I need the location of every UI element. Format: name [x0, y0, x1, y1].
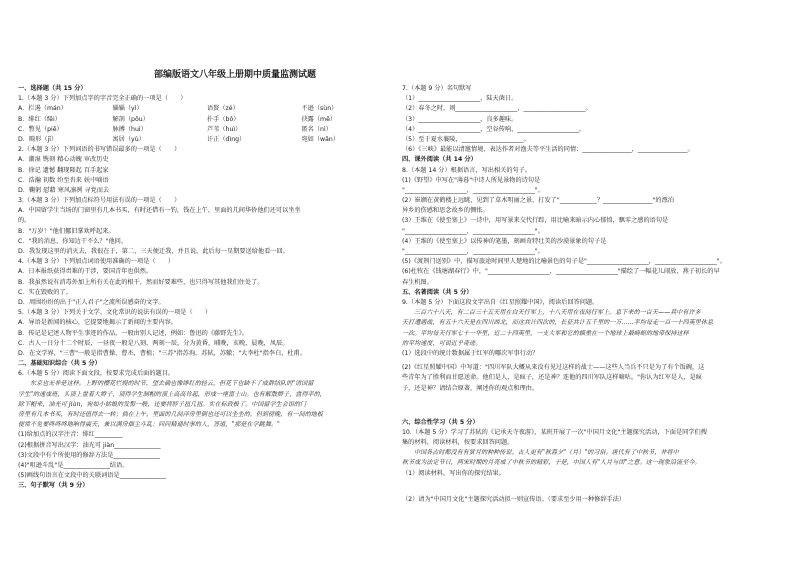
question-line: D．在文学界，"三曹"一般是指曹操，曹丕，曹植；"三苏"指苏洵，苏轼，苏辙；"大李杜"指李白，杜甫。 [18, 349, 306, 357]
question-line: （5）至于夏水襄陵，____________________。 [402, 135, 530, 143]
question-line: (5)《渡荆门送别》中，描写旅途时间里人楚地的比喻景色的句子是"____________________，____________________"。 [402, 258, 726, 266]
left-column [18, 84, 396, 492]
passage-text: 一次。平均每天行军七十一华里，近二十四英里，一支大军和它的辎重在一个地球上最崎岖的地带保持这样 [402, 329, 689, 337]
question-line: 异乡的伤感和思念故乡的惆怅。 [402, 207, 489, 215]
question-line: A．日本报纸获得责难的干涉，要国青年也供然。 [18, 268, 153, 276]
right-column [402, 84, 780, 505]
question-line: "____________________，____________________"。 [402, 186, 544, 194]
answer-space [402, 487, 780, 495]
passage-text: 学生"的速成班，头顶上盘着大辫子，顶得学生制帽的顶上高高耸起，形成一座富士山。也有解散辫子，盘得平的， [18, 390, 326, 398]
question-line: C．实在毁败的了。 [18, 288, 72, 296]
question-line: (4)"咀逊斗乱"是_______________结语。 [18, 462, 129, 470]
question-line: 8.（本题 14 分）根据语言，写出相关的句子。 [402, 166, 532, 174]
option-item: 宛如（wǎn） [301, 135, 340, 143]
question-line: (1)《野望》中写在"薄暮"中诗人所见景物的诗句是 [402, 176, 541, 184]
section-heading: 三、句子默写（共 9 分） [18, 482, 89, 490]
question-line: 1.（本题 3 分）下列加点字的字音完全正确的一项是（ ） [18, 95, 187, 103]
question-line: C．浩瀚 初数 纷至沓来 妖中嘀语 [18, 176, 109, 184]
option-item: 解剖（pōu） [112, 115, 149, 123]
option-item: 扑手（bō） [207, 115, 240, 123]
answer-space [402, 410, 780, 418]
question-line: （6）《三峡》最能以清邀情境，表达作者对渔夫等平生活的同情：________________，________________。 [402, 146, 694, 154]
option-item: B．绯红（fēi） [18, 115, 61, 123]
option-row [18, 115, 396, 125]
question-line: （1）阅读材料，写出你的探究结果。 [402, 469, 505, 477]
question-line: B．徐记 遗憾 翻现隆起 百手起家 [18, 166, 109, 174]
section-heading: 四、课外阅读（共 14 分） [402, 156, 477, 164]
question-line: C．"我的消息，你知边干不么？"他问。 [18, 237, 128, 245]
answer-space [402, 394, 780, 402]
question-line: 子，还是神？请结合原著，阐述你的观点和理由。 [402, 384, 539, 392]
option-item: 寓居（yù） [112, 135, 145, 143]
passage-text: 中国各古时都没有有赏月的种种传说。古人更有"秋暮夕"（月）"的习俗。唐代有了中秋节，并将中 [414, 449, 679, 457]
question-line: (3)文段中有个所使用的修辞方法是_______________ [18, 451, 160, 459]
option-row [18, 135, 396, 145]
option-item: 辎辎（yì） [112, 105, 143, 113]
option-item: 芦苇（huì） [207, 125, 242, 133]
question-line: 7.（本题 9 分）名句默写 [402, 85, 472, 92]
passage-text: 除下帽来，油光可 jiàn，宛如小姑娘的发髻一般，还要将脖子扭几扭。实在标致极了。中国留学生会馆的门 [18, 400, 307, 408]
question-line: 10.（本题 5 分）学习了苏轼的《记承天寺夜游》，某班开展了一次"中国月文化"主题探究活动，下面是同学们搜 [402, 428, 707, 436]
question-line: C．古人一日分十二个时辰，一昼夜一般是八刻，两刻一辰，分为黄昏，晡晚，亥晚，晨晚，凤辰。 [18, 339, 289, 347]
question-line: 6.（本题 5 分）阅读下面文段，按要求完成后面的题目。 [18, 370, 175, 378]
question-line: （3）____________________，良多趣味。 [402, 115, 518, 123]
question-line: （2）请为"中国月文化"主题探究活动拟一则宣传语。（要求至少用一种修辞手法） [402, 495, 626, 503]
passage-text: 东京也无非是这样。上野的樱花烂熳的时节，望去确也像绯红的轻云，但花下也缺不了成群结队的"清国留 [30, 380, 314, 388]
question-line: (2)《红星照耀中国》中写道："四川军队大概从来没有见过这样的战士——这些人当兵不只是为了有个饭碗，这 [402, 364, 705, 372]
option-item: 脉搏（huì） [112, 125, 147, 133]
question-line: （2）春冬之时，则____________________，____________________。 [402, 105, 592, 113]
option-item: 讦正（dìng） [207, 135, 246, 143]
option-item: C．瞥见（piē） [18, 125, 63, 133]
answer-space [402, 479, 780, 487]
question-line: 9.（本题 5 分）下面这段文字出自《红星照耀中国》，阅读后回答问题。 [402, 298, 599, 306]
option-row [18, 125, 396, 135]
question-line: D．我发现这里的消灭去，我很在于，第二、三天便迁我，并且说，此后每一星期要送给他看一回。 [18, 248, 289, 255]
option-item: 语赘（zé） [207, 105, 239, 113]
option-item: 不逊（sùn） [301, 105, 338, 113]
question-line: (3）王维在《使至塞上》一诗中，用写景来交代行踪，用比喻来暗示内心郁愤，飘零之感的语句是 [402, 217, 669, 225]
question-line: D．鞠躬 慰藉 寒风凛冽 寻党而去 [18, 186, 110, 194]
question-line: (4）王维的《使至塞上》以传神的笔墨，刻画奇特壮美的沙漠景象的句子是 [402, 237, 607, 245]
question-line: (2)根据拼音写出汉字：油光可 jiàn_______________ [18, 441, 161, 449]
passage-text: 天打遭遇战，有五十六天是在四川西北，而这共计四次的，长征共计五千里的一万……平均每走一百一十四英里休息 [402, 319, 714, 327]
question-line: (1）选段中的统计数据属于红军的哪次军事行动？ [402, 349, 539, 357]
question-line: 5.（本题 3 分）下列关于文学、文化常识的说法有误的一项是（ ） [18, 309, 212, 317]
option-item: 匿名（nì） [301, 125, 332, 133]
answer-space [402, 402, 780, 410]
question-line: 2.（本题 3 分）下列词语的书写错误最多的一项是（ ） [18, 146, 181, 154]
question-line: 春生机图。 [402, 278, 433, 286]
question-line: 4.（本题 3 分）下列加点词语使用准确的一项是（ ） [18, 258, 175, 266]
question-line: D．周围纷纷的出于"正人君子"之流所误感奋的文字。 [18, 298, 165, 306]
passage-text: 便常不免要咚咚咚地响得震天，兼以满房烟尘斗乱；问问精通时事的人，答道，"那是在学跳舞。" [18, 421, 280, 429]
option-item: 抉露（mē） [301, 115, 337, 123]
question-line: 的。 [18, 217, 31, 225]
question-line: (1)给加点的汉字注音：绯红_________ [18, 431, 123, 439]
question-line: "____________________，____________________"。 [402, 227, 544, 235]
question-line: 集的材料，阅读材料，按要求回答问题。 [402, 439, 514, 447]
passage-text: 三百六十八天，有二百三十五天用在白天行军上，十八天用在夜间行军上。息下来的一百天——其中有许多 [414, 309, 701, 317]
question-line: "____________________，____________________"。 [402, 248, 544, 255]
question-line: B．"万岁！"他们挪旧掌欢呼起来。 [18, 227, 115, 235]
question-line: (6)杜牧在《钱塘湖春行》中，"____________________，____________________"描绘了一幅花儿闹放，燕子初长的早 [402, 268, 720, 276]
option-item: A．拦遏（mán） [18, 105, 67, 113]
question-line: 些青年为了胜利而甘愿送命。他们是人，是疯子，还是神？连他的四川军队这样嘀咕。"你认为红军是人，是疯 [402, 374, 702, 382]
question-line: A．中国留学生当场的门窗里有几本书买，有时还借有一钓，钱在上午，里面的几间华侨他们还可以坐坐 [18, 207, 301, 215]
passage-text: 房里有几本书买，有时还值得去一转；倘在上午，里面的几间洋房里倒也还可以坐坐的。但到傍晚，有一间的地板 [18, 411, 324, 419]
section-heading: 二、基础知识综合（共 5 分） [18, 360, 101, 368]
passage-text: 的平均速度，可说近乎奇迹。 [402, 339, 482, 347]
section-heading: 六、综合性学习（共 5 分） [402, 418, 479, 426]
page-title: 部编版语文八年级上册期中质量监测试题 [153, 70, 316, 80]
passage-text: 秋节成为法定节日，两宋时期的月亮成了中秋节的精彩，于是，中国人有"人月与团"之意。这一现象沿流至今。 [402, 459, 701, 467]
question-line: A．潮湿 镌刻 精心动魄 审改历史 [18, 156, 109, 164]
option-row [18, 104, 396, 114]
question-line: （4）____________________，空谷传响，____________________。 [402, 125, 586, 133]
question-line: (2）崔颢在黄鹤楼上远眺，见到了草木明丽之景，打发了"____________？________________"的漂泊 [402, 197, 674, 205]
question-line: （1）____________________，陆天菌日。 [402, 95, 518, 103]
question-line: B．传记是记述人物平生事迹的作品，一般由别人记述，例如：鲁迅的《藤野先生》。 [18, 329, 249, 337]
section-heading: 五、名著阅读（共 5 分） [402, 288, 473, 296]
option-item: D．畸形（jī） [18, 135, 58, 143]
question-line: B．我虽然说有消毒外加上所有关在此的根千，然而好要难些，也只得写其他我们住处了。 [18, 278, 264, 286]
question-line: A．导语是新闻的核心，它提要地揭示了新闻的主要内容。 [18, 319, 177, 327]
question-line: 3.（本题 3 分）下列加点标符号用法有误的一项是（ ） [18, 197, 181, 205]
section-heading: 一、选择题（共 15 分） [18, 85, 87, 92]
question-line: (5)画线句语言在文段中的关联词语是_______________ [18, 472, 166, 480]
